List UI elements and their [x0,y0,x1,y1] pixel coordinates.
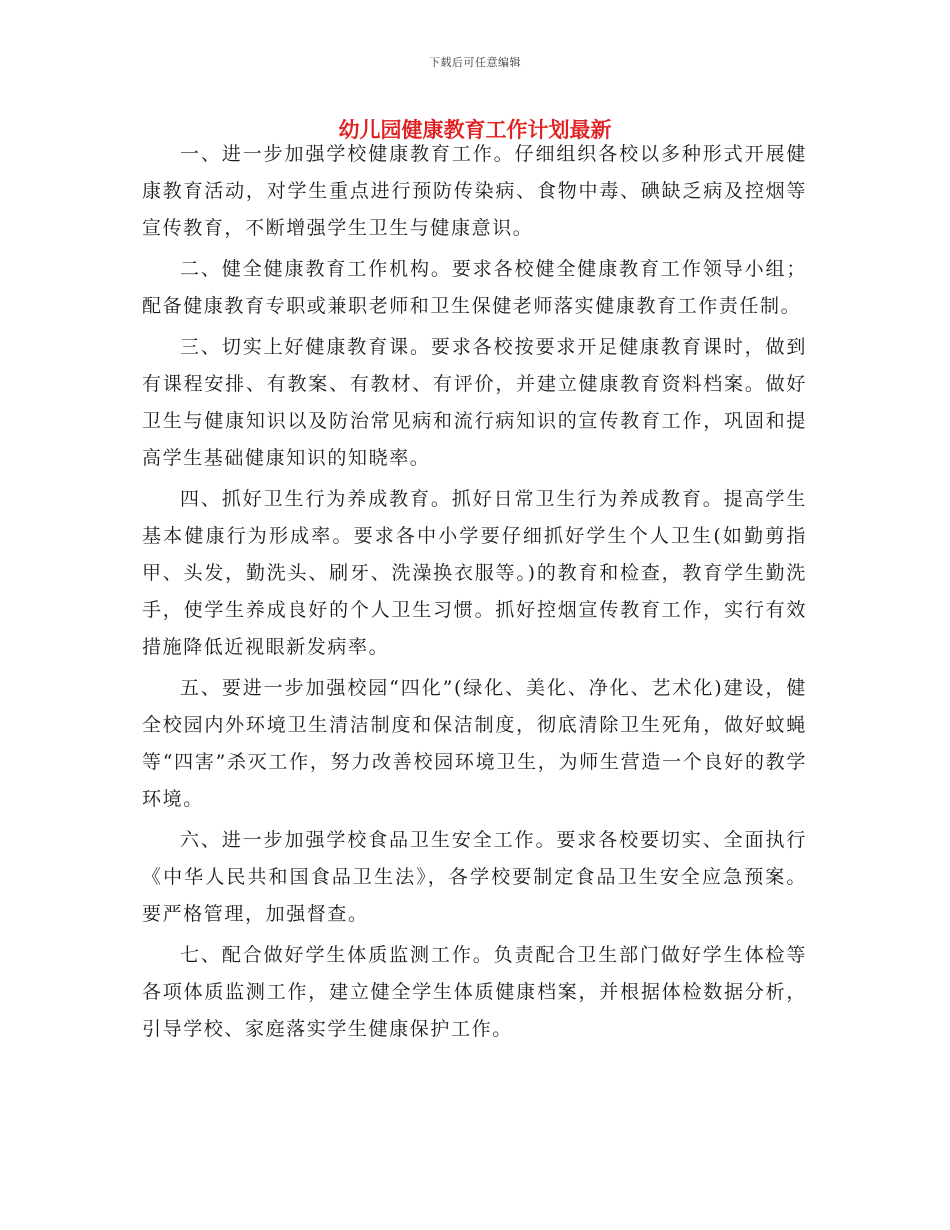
paragraph-4: 四、抓好卫生行为养成教育。抓好日常卫生行为养成教育。提高学生基本健康行为形成率。要求各中小学要仔细抓好学生个人卫生(如勤剪指甲、头发，勤洗头、刷牙、洗澡换衣服等。)的教育和检查，教育学生勤洗手，使学生养成良好的个人卫生习惯。抓好控烟宣传教育工作，实行有效措施降低近视眼新发病率。 [142,488,807,658]
header-note: 下载后可任意编辑 [429,56,521,69]
document-body [142,136,807,1052]
document-title: 幼儿园健康教育工作计划最新 [338,118,612,142]
paragraph-5: 五、要进一步加强校园“四化”(绿化、美化、净化、艺术化)建设，健全校园内外环境卫生清洁制度和保洁制度，彻底清除卫生死角，做好蚊蝇等“四害”杀灭工作，努力改善校园环境卫生，为师生营造一个良好的教学环境。 [142,677,807,810]
paragraph-2: 二、健全健康教育工作机构。要求各校健全健康教育工作领导小组；配备健康教育专职或兼职老师和卫生保健老师落实健康教育工作责任制。 [142,258,807,317]
paragraph-1: 一、进一步加强学校健康教育工作。仔细组织各校以多种形式开展健康教育活动，对学生重点进行预防传染病、食物中毒、碘缺乏病及控烟等宣传教育，不断增强学生卫生与健康意识。 [142,143,807,239]
paragraph-7: 七、配合做好学生体质监测工作。负责配合卫生部门做好学生体检等各项体质监测工作，建立健全学生体质健康档案，并根据体检数据分析，引导学校、家庭落实学生健康保护工作。 [142,944,807,1040]
paragraph-3: 三、切实上好健康教育课。要求各校按要求开足健康教育课时，做到有课程安排、有教案、有教材、有评价，并建立健康教育资料档案。做好卫生与健康知识以及防治常见病和流行病知识的宣传教育工作，巩固和提高学生基础健康知识的知晓率。 [142,336,807,469]
paragraph-6: 六、进一步加强学校食品卫生安全工作。要求各校要切实、全面执行《中华人民共和国食品卫生法》，各学校要制定食品卫生安全应急预案。要严格管理，加强督查。 [142,829,807,925]
